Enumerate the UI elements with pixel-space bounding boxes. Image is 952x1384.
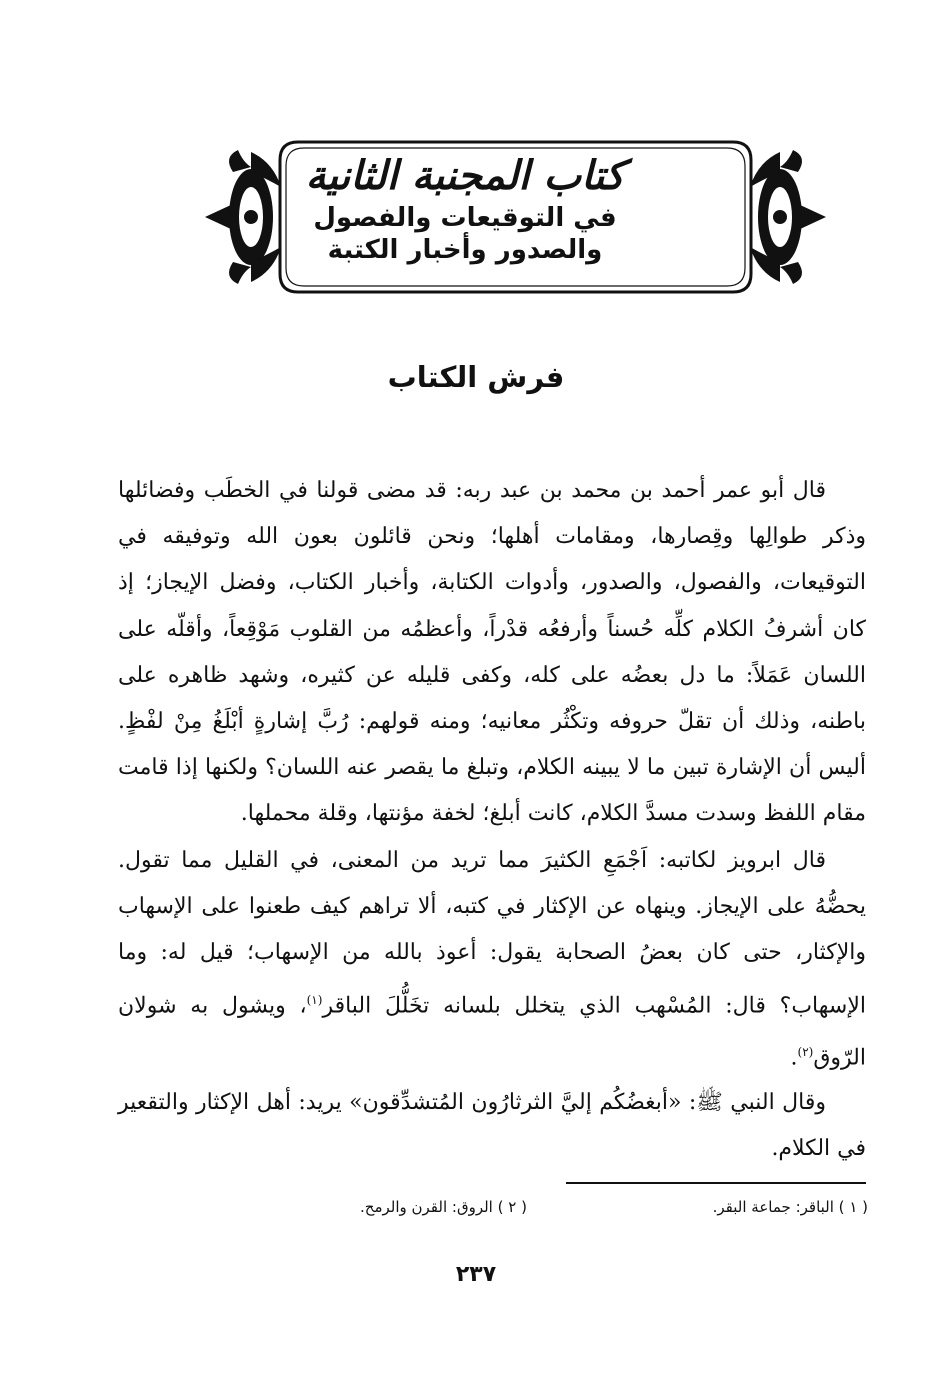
chapter-heading — [300, 150, 630, 290]
footnote-1: ( ١ ) الباقر: جماعة البقر. — [712, 1198, 868, 1216]
chapter-subtitle-line1: في التوقيعات والفصول — [313, 203, 617, 233]
paragraph-2 — [118, 838, 866, 1082]
chapter-title: كتاب المجنبة الثانية — [305, 153, 625, 199]
paragraph-3: وقال النبي ﷺ: «أبغضُكُم إليَّ الثرثارُون المُتشدِّقون» يريد: أهل الإكثار والتقعير في الكلام. — [118, 1090, 866, 1162]
paragraph-1: قال أبو عمر أحمد بن محمد بن عبد ربه: قد مضى قولنا في الخطَب وفضائلها وذكر طوالِها وقِصارها، ومقامات أهلها؛ ونحن قائلون بعون الله وتوفيقه في التوقيعات، والفصول، والصدور، وأدوات الكتابة، وأخبار الكتاب، وفضل الإيجاز؛ إذ كان أشرفُ الكلام كلِّه حُسناً وأرفعُه قدْراً، وأعظمُه من القلوب مَوْقِعاً، وأقلّه على اللسان عَمَلاً: ما دل بعضُه على كله، وكفى قليله عن كثيره، وشهد ظاهره على باطنه، وذلك أن تقلّ حروفه وتكْثُر معانيه؛ ومنه قولهم: رُبَّ إشارةٍ أبْلَغُ مِنْ لفْظٍ. أليس أن الإشارة تبين ما لا يبينه الكلام، وتبلغ ما يقصر عنه اللسان؟ ولكنها إذا قامت مقام اللفظ وسدت مسدَّ الكلام، كانت أبلغ؛ لخفة مؤنتها، وقلة محملها. — [118, 478, 866, 827]
footnote-2: ( ٢ ) الروق: القرن والرمح. — [360, 1198, 527, 1216]
footnote-ref-2: (٢) — [797, 1045, 814, 1060]
footnotes — [360, 1198, 868, 1216]
section-title: فرش الكتاب — [387, 360, 565, 394]
paragraph-2-continued: ، ويشول به شولان الرّوق — [118, 992, 866, 1071]
left-ornament-icon — [205, 150, 281, 284]
paragraph-2-text: قال ابرويز لكاتبه: اَجْمَعِ الكثيرَ مما تريد من المعنى، في القليل مما تقول. يحضُّهُ على الإيجاز. وينهاه عن الإكثار في كتبه، ألا تراهم كيف طعنوا على الإسهاب والإكثار، حتى كان بعضُ الصحابة يقول: أعوذ بالله من الإسهاب؛ قيل له: وما الإسهاب؟ قال: المُسْهب الذي يتخلل بلسانه تخَلُّلَ الباقر — [118, 848, 866, 1018]
chapter-subtitle-line2: والصدور وأخبار الكتبة — [327, 235, 603, 265]
footnote-ref-1: (١) — [306, 992, 323, 1007]
paragraph-2-end: . — [790, 1045, 798, 1071]
footnote-divider — [566, 1182, 866, 1184]
page-number: ٢٣٧ — [455, 1262, 497, 1287]
right-ornament-icon — [750, 150, 826, 284]
